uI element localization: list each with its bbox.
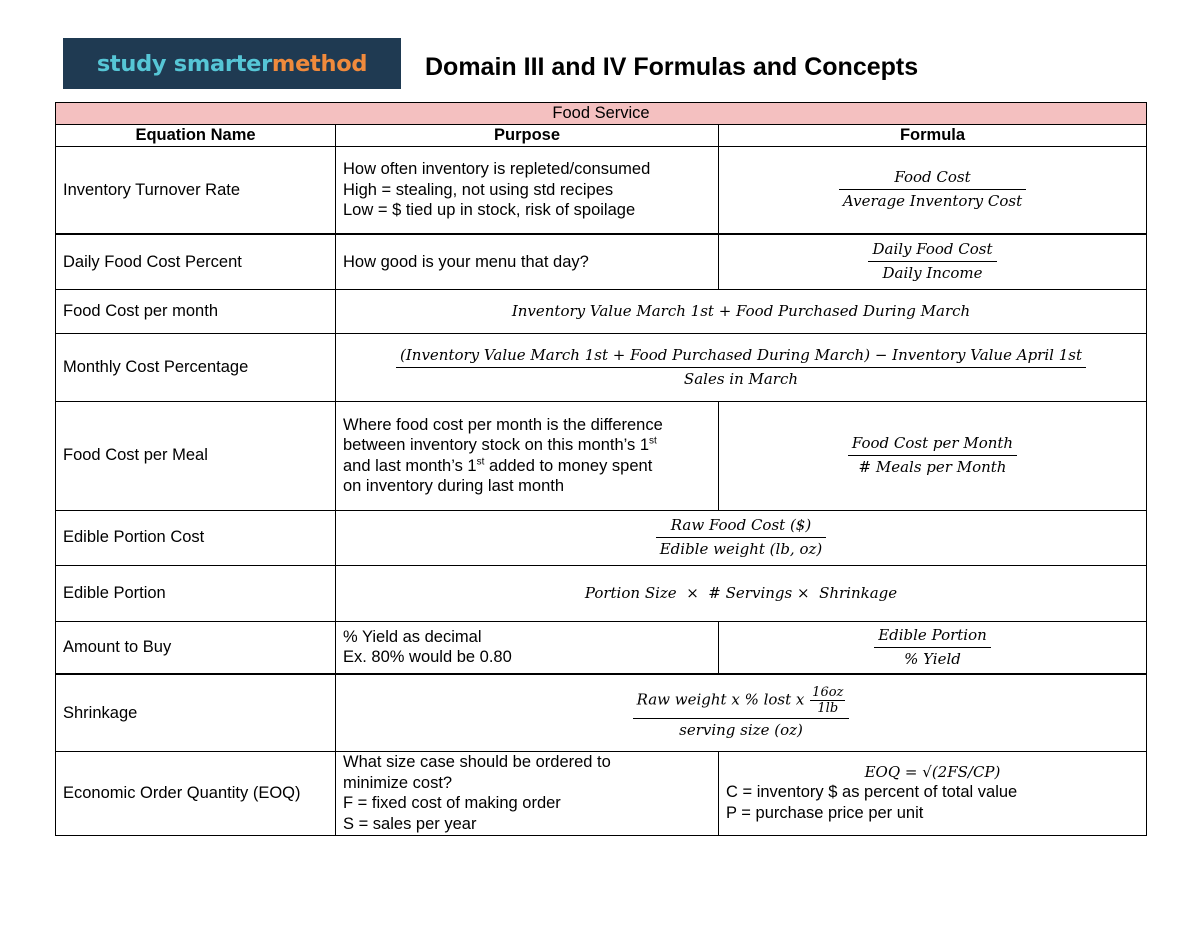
- equation-name-cell: Edible Portion Cost: [56, 510, 336, 565]
- formula-fraction: [839, 168, 1026, 211]
- table-row: [56, 621, 1147, 674]
- table-row: [56, 289, 1147, 333]
- formula-fraction: [868, 240, 996, 283]
- purpose-line: Ex. 80% would be 0.80: [343, 648, 512, 667]
- section-header-row: [56, 103, 1147, 125]
- formula-cell: [719, 621, 1147, 674]
- purpose-line: [343, 435, 711, 456]
- purpose-line: S = sales per year: [343, 814, 477, 833]
- purpose-line: Low = $ tied up in stock, risk of spoilage: [343, 201, 636, 219]
- formula-cell: [719, 401, 1147, 510]
- purpose-line: Where food cost per month is the difference: [343, 415, 663, 434]
- purpose-cell: [336, 234, 719, 289]
- equation-name-cell: Food Cost per month: [56, 289, 336, 333]
- equation-name-cell: Economic Order Quantity (EOQ): [56, 751, 336, 835]
- table-row: [56, 333, 1147, 401]
- unit-numerator: 16oz: [812, 685, 844, 701]
- purpose-text: added to money spent: [484, 456, 653, 475]
- logo-text-primary: study smarter: [96, 50, 272, 77]
- column-header-row: [56, 124, 1147, 146]
- formula-numerator: Food Cost per Month: [851, 434, 1014, 452]
- formula-denominator: Daily Income: [868, 261, 996, 283]
- page-title: Domain III and IV Formulas and Concepts: [425, 53, 919, 81]
- ordinal-superscript: st: [649, 435, 657, 447]
- formula-numerator: Raw Food Cost ($): [670, 516, 812, 534]
- formula-denominator: # Meals per Month: [848, 455, 1017, 477]
- purpose-line: High = stealing, not using std recipes: [343, 180, 614, 199]
- equation-name-cell: Amount to Buy: [56, 621, 336, 674]
- purpose-line: F = fixed cost of making order: [343, 794, 561, 812]
- purpose-text: between inventory stock on this month’s 1: [343, 436, 650, 454]
- equation-name-cell: Daily Food Cost Percent: [56, 234, 336, 289]
- purpose-line: [343, 456, 711, 477]
- formula-denominator: % Yield: [874, 647, 991, 669]
- formula-cell: [336, 333, 1147, 401]
- formula-denominator: Average Inventory Cost: [839, 189, 1026, 211]
- formula-fraction: [874, 626, 991, 669]
- purpose-line: on inventory during last month: [343, 477, 565, 495]
- section-title: Food Service: [56, 103, 1147, 125]
- equation-name-cell: Shrinkage: [56, 674, 336, 751]
- equation-name-cell: Inventory Turnover Rate: [56, 146, 336, 234]
- purpose-line: % Yield as decimal: [343, 627, 482, 646]
- purpose-line: How good is your menu that day?: [343, 252, 589, 271]
- table-row: [56, 674, 1147, 751]
- formula-cell: [719, 751, 1147, 835]
- column-header-purpose: Purpose: [336, 124, 719, 146]
- formula-denominator: serving size (oz): [633, 718, 850, 740]
- table-row: [56, 234, 1147, 289]
- purpose-line: What size case should be ordered to: [343, 753, 611, 771]
- formula-fraction: [633, 685, 850, 740]
- formula-numerator: Edible Portion: [878, 625, 987, 644]
- purpose-cell: [336, 401, 719, 510]
- formula-numerator: (Inventory Value March 1st + Food Purchased During March) − Inventory Value April 1st: [400, 345, 1082, 364]
- formulas-table: [55, 102, 1147, 836]
- study-smarter-method-logo: [63, 38, 401, 89]
- unit-conversion-fraction: [810, 685, 845, 716]
- formula-numerator: Daily Food Cost: [872, 240, 993, 259]
- table-row: [56, 751, 1147, 835]
- formula-cell: Inventory Value March 1st + Food Purchased During March: [336, 289, 1147, 333]
- purpose-cell: [336, 621, 719, 674]
- equation-name-cell: Food Cost per Meal: [56, 401, 336, 510]
- unit-denominator: 1lb: [810, 700, 845, 716]
- formula-text: Raw weight x % lost x: [636, 690, 805, 709]
- table-row: [56, 401, 1147, 510]
- ordinal-superscript: st: [476, 456, 485, 467]
- formula-cell: [719, 146, 1147, 234]
- purpose-line: How often inventory is repleted/consumed: [343, 160, 651, 178]
- formula-fraction: [848, 434, 1017, 477]
- formula-denominator: Edible weight (lb, oz): [656, 537, 827, 559]
- logo-text-accent: method: [271, 50, 368, 77]
- column-header-formula: Formula: [719, 124, 1147, 146]
- equation-name-cell: Monthly Cost Percentage: [56, 333, 336, 401]
- formula-denominator: Sales in March: [396, 367, 1086, 389]
- formula-numerator: Food Cost: [894, 168, 971, 187]
- purpose-cell: [336, 751, 719, 835]
- purpose-cell: [336, 146, 719, 234]
- table-row: [56, 565, 1147, 621]
- formula-cell: Portion Size × # Servings × Shrinkage: [336, 565, 1147, 621]
- table-row: [56, 146, 1147, 234]
- purpose-line: minimize cost?: [343, 773, 453, 792]
- formula-cell: [336, 674, 1147, 751]
- formula-cell: [336, 510, 1147, 565]
- column-header-equation-name: Equation Name: [56, 124, 336, 146]
- formula-note: C = inventory $ as percent of total value: [726, 783, 1018, 801]
- formula-fraction: [656, 516, 827, 559]
- formula-numerator: [633, 685, 850, 718]
- formula-fraction: [396, 346, 1086, 389]
- formula-cell: [719, 234, 1147, 289]
- eoq-formula: EOQ = √(2FS/CP): [864, 763, 1001, 781]
- purpose-text: and last month’s 1: [343, 456, 477, 475]
- equation-name-cell: Edible Portion: [56, 565, 336, 621]
- table-row: [56, 510, 1147, 565]
- formula-note: P = purchase price per unit: [726, 803, 924, 822]
